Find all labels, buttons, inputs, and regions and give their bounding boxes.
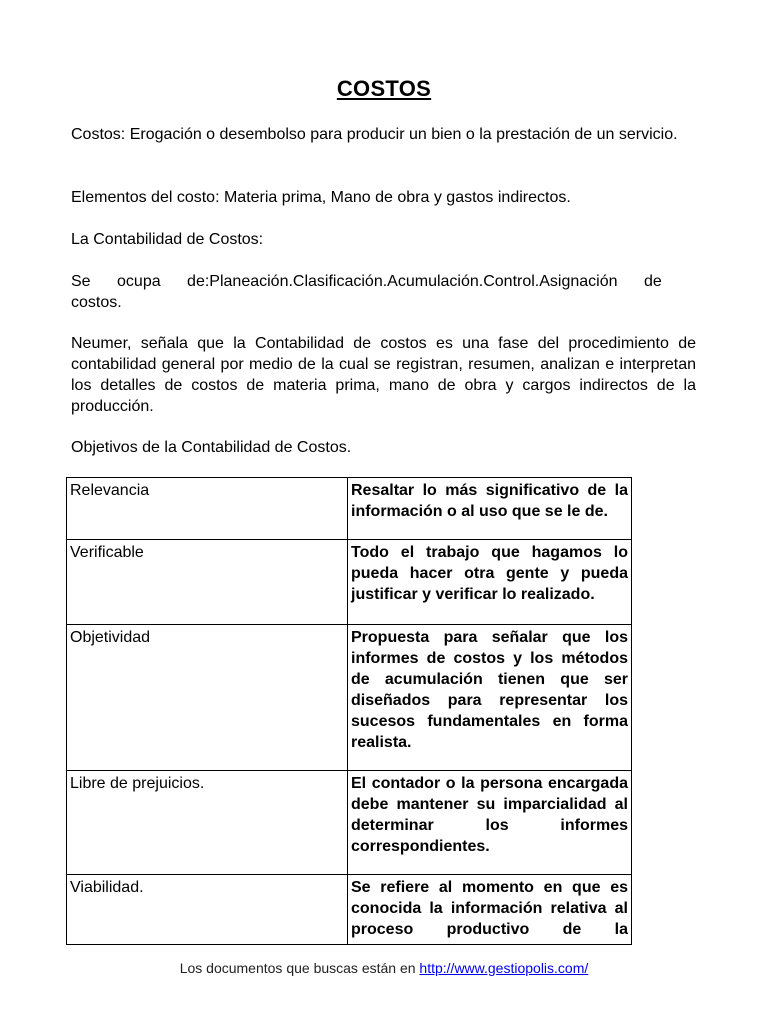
- paragraph-neumer: Neumer, señala que la Contabilidad de costos es una fase del procedimiento de contabilidad general por medio de la cual se registran, resumen, analizan e interpretan los detalles de costos de materia prima, mano de obra y cargos indirectos de la producción.: [71, 335, 696, 415]
- paragraph-elementos-costo: Elementos del costo: Materia prima, Mano de obra y gastos indirectos.: [71, 189, 571, 206]
- table-row: [67, 478, 632, 540]
- objective-description: Propuesta para señalar que los informes de costos y los métodos de acumulación tienen que ser diseñados para representar los sucesos fundamentales en forma realista.: [348, 625, 632, 771]
- objective-description: El contador o la persona encargada debe mantener su imparcialidad al determinar los informes correspondientes.: [348, 771, 632, 875]
- objective-name: Relevancia: [67, 478, 348, 540]
- objective-description: Todo el trabajo que hagamos lo pueda hacer otra gente y pueda justificar y verificar lo realizado.: [348, 540, 632, 625]
- paragraph-se-ocupa: [71, 271, 696, 313]
- paragraph-se-ocupa-line2: costos.: [71, 294, 122, 311]
- table-row: [67, 625, 632, 771]
- table-row: [67, 875, 632, 945]
- paragraph-contabilidad-heading: La Contabilidad de Costos:: [71, 231, 264, 248]
- document-title: COSTOS: [336, 76, 432, 101]
- footer-text: Los documentos que buscas están en: [179, 960, 420, 976]
- table-row: [67, 540, 632, 625]
- objective-name: Viabilidad.: [67, 875, 348, 945]
- footer: [0, 960, 768, 976]
- objective-description: Resaltar lo más significativo de la información o al uso que se le de.: [348, 478, 632, 540]
- objective-description: Se refiere al momento en que es conocida la información relativa al proceso productivo de la: [348, 875, 632, 945]
- objective-name: Verificable: [67, 540, 348, 625]
- objectives-table: [66, 477, 632, 945]
- paragraph-costos-definition: Costos: Erogación o desembolso para producir un bien o la prestación de un servicio.: [71, 126, 678, 143]
- paragraph-objetivos-heading: Objetivos de la Contabilidad de Costos.: [71, 439, 352, 456]
- table-row: [67, 771, 632, 875]
- footer-link[interactable]: http://www.gestiopolis.com/: [419, 960, 589, 976]
- paragraph-se-ocupa-line1: Se ocupa de:Planeación.Clasificación.Acumulación.Control.Asignación de: [71, 273, 662, 290]
- objective-name: Libre de prejuicios.: [67, 771, 348, 875]
- objective-name: Objetividad: [67, 625, 348, 771]
